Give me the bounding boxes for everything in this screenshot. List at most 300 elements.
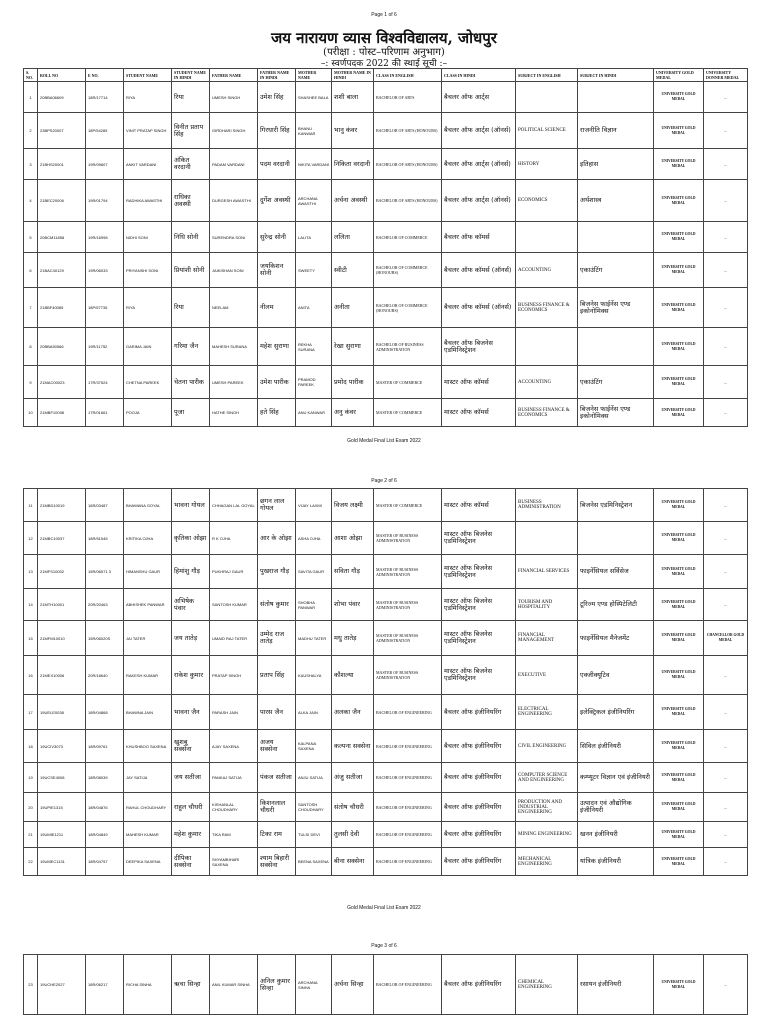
cell-e-no: 18P/54289 xyxy=(86,113,124,149)
cell-university-donner-medal: -- xyxy=(704,822,748,848)
cell-university-gold-medal: UNIVERSITY GOLD MEDAL xyxy=(654,695,704,730)
cell-subject-english: CHEMICAL ENGINEERING xyxy=(516,955,578,1015)
header-student-name: STUDENT NAME xyxy=(124,69,172,82)
cell-subject-english: PRODUCTION AND INDUSTRIAL ENGINEERING xyxy=(516,793,578,822)
cell-s-no: 9 xyxy=(24,366,38,399)
cell-university-donner-medal: -- xyxy=(704,589,748,621)
cell-class-hindi: बैचलर ऑफ बिजनेस एडमिनिस्ट्रेशन xyxy=(442,328,516,366)
cell-subject-hindi xyxy=(578,328,654,366)
cell-roll-no: 19UMEC1131 xyxy=(38,848,86,876)
cell-mother-name-hindi: रेखा सुराणा xyxy=(332,328,374,366)
cell-university-gold-medal: UNIVERSITY GOLD MEDAL xyxy=(654,288,704,328)
header-father-name-hindi: FATHER NAME IN HINDI xyxy=(258,69,296,82)
cell-university-gold-medal: UNIVERSITY GOLD MEDAL xyxy=(654,180,704,222)
cell-mother-name: BHANU KANWAR xyxy=(296,113,332,149)
cell-class-hindi: बैचलर ऑफ कॉमर्स (ऑनर्स) xyxy=(442,288,516,328)
cell-subject-hindi: फाइनेंसियल मैनेजमेंट xyxy=(578,621,654,656)
table-row xyxy=(24,955,748,1015)
cell-roll-no: 19UCIV3073 xyxy=(38,730,86,763)
cell-father-name-hindi: आर के ओझा xyxy=(258,522,296,555)
cell-class-english: BACHELOR OF ENGINEERING xyxy=(374,730,442,763)
cell-class-english: MASTER OF COMMERCE xyxy=(374,399,442,427)
cell-father-name: AJAY SAXENA xyxy=(210,730,258,763)
table-row xyxy=(24,730,748,763)
cell-subject-hindi xyxy=(578,82,654,113)
cell-student-name: KHUSHBOO SAXENA xyxy=(124,730,172,763)
cell-s-no: 7 xyxy=(24,288,38,328)
cell-s-no: 21 xyxy=(24,822,38,848)
cell-university-gold-medal: UNIVERSITY GOLD MEDAL xyxy=(654,656,704,695)
cell-subject-hindi: रसायन इंजीनियरी xyxy=(578,955,654,1015)
cell-student-name-hindi: भावना जैन xyxy=(172,695,210,730)
cell-father-name: R K OJHA xyxy=(210,522,258,555)
table-row xyxy=(24,656,748,695)
cell-student-name: HIMANSHU GAUR xyxy=(124,555,172,589)
cell-e-no: 17R/01661 xyxy=(86,399,124,427)
cell-father-name: HATHE SINGH xyxy=(210,399,258,427)
cell-class-english: BACHELOR OF BUSINESS ADMINISTRATION xyxy=(374,328,442,366)
cell-class-hindi: मास्टर ऑफ बिजनेस एडमिनिस्ट्रेशन xyxy=(442,522,516,555)
university-title: जय नारायण व्यास विश्वविद्यालय, जोधपुर xyxy=(271,29,497,47)
cell-roll-no: 19UCHE2027 xyxy=(38,955,86,1015)
cell-class-english: BACHELOR OF ENGINEERING xyxy=(374,763,442,793)
cell-subject-hindi: खनन इंजीनियरी xyxy=(578,822,654,848)
cell-father-name-hindi: जयकिशन सोनी xyxy=(258,253,296,288)
header-mother-name-hindi: MOTHER NAME IN HINDI xyxy=(332,69,374,82)
cell-roll-no: 21MBF10098 xyxy=(38,399,86,427)
cell-student-name: VINIT PRATAP SINGH xyxy=(124,113,172,149)
cell-father-name: GIRDHARI SINGH xyxy=(210,113,258,149)
cell-subject-hindi: एक्जीक्यूटिव xyxy=(578,656,654,695)
cell-student-name-hindi: राहुल चौधरी xyxy=(172,793,210,822)
cell-university-gold-medal: UNIVERSITY GOLD MEDAL xyxy=(654,328,704,366)
table-row xyxy=(24,822,748,848)
table-row xyxy=(24,522,748,555)
cell-father-name: ANIL KUMAR SINHA xyxy=(210,955,258,1015)
cell-e-no: 15R/06571 3 xyxy=(86,555,124,589)
cell-subject-hindi: इतिहास xyxy=(578,149,654,180)
cell-subject-english: ACCOUNTING xyxy=(516,366,578,399)
cell-student-name-hindi: दीपिका सक्सेना xyxy=(172,848,210,876)
cell-university-gold-medal: UNIVERSITY GOLD MEDAL xyxy=(654,621,704,656)
cell-university-gold-medal: UNIVERSITY GOLD MEDAL xyxy=(654,253,704,288)
cell-mother-name-hindi: अलका जैन xyxy=(332,695,374,730)
cell-mother-name-hindi: अर्चना सिन्हा xyxy=(332,955,374,1015)
cell-e-no: 19R/01794 xyxy=(86,180,124,222)
cell-student-name: GARIMA JAIN xyxy=(124,328,172,366)
cell-e-no: 20R/18640 xyxy=(86,656,124,695)
gold-medal-table-page-2 xyxy=(23,488,748,876)
cell-student-name: BHAWANA GOYAL xyxy=(124,489,172,522)
cell-father-name-hindi: पारस जैन xyxy=(258,695,296,730)
cell-student-name: PRIYANSHI SONI xyxy=(124,253,172,288)
cell-s-no: 2 xyxy=(24,113,38,149)
cell-subject-english: FINANCIAL SERVICES xyxy=(516,555,578,589)
header-s-no: S. NO. xyxy=(24,69,38,82)
cell-university-gold-medal: UNIVERSITY GOLD MEDAL xyxy=(654,399,704,427)
footer-label-2: Gold Medal Final List Exam 2022 xyxy=(347,905,421,911)
cell-father-name: PUKHRAJ GAUR xyxy=(210,555,258,589)
cell-subject-hindi: सिविल इंजीनियरी xyxy=(578,730,654,763)
table-row xyxy=(24,763,748,793)
table-row xyxy=(24,399,748,427)
cell-university-donner-medal: -- xyxy=(704,555,748,589)
cell-student-name: ABHISHEK PANWAR xyxy=(124,589,172,621)
cell-student-name: JAY SATIJA xyxy=(124,763,172,793)
cell-mother-name: VIJAY LAXMI xyxy=(296,489,332,522)
cell-father-name-hindi: महेश सुराणा xyxy=(258,328,296,366)
cell-roll-no: 21BBF40085 xyxy=(38,288,86,328)
cell-e-no: 18R/04849 xyxy=(86,822,124,848)
cell-mother-name: REKHA SURANA xyxy=(296,328,332,366)
cell-class-hindi: बैचलर ऑफ इंजीनियरिंग xyxy=(442,763,516,793)
cell-mother-name-hindi: अर्चना अवस्थी xyxy=(332,180,374,222)
cell-father-name: SANTOSH KUMAR xyxy=(210,589,258,621)
cell-subject-english: ACCOUNTING xyxy=(516,253,578,288)
cell-father-name: KISHANLAL CHOUDHARY xyxy=(210,793,258,822)
cell-roll-no: 19UCSE4008 xyxy=(38,763,86,793)
cell-s-no: 1 xyxy=(24,82,38,113)
cell-university-donner-medal: -- xyxy=(704,366,748,399)
cell-student-name-hindi: हिमांशु गौड़ xyxy=(172,555,210,589)
cell-student-name-hindi: चेतना पारीक xyxy=(172,366,210,399)
cell-university-gold-medal: UNIVERSITY GOLD MEDAL xyxy=(654,848,704,876)
cell-mother-name: SHOBHA PANWAR xyxy=(296,589,332,621)
cell-university-gold-medal: UNIVERSITY GOLD MEDAL xyxy=(654,730,704,763)
cell-roll-no: 21BEC20006 xyxy=(38,180,86,222)
cell-university-donner-medal: -- xyxy=(704,695,748,730)
gold-medal-table-page-1 xyxy=(23,68,748,427)
cell-father-name-hindi: दुर्गेश अवस्थी xyxy=(258,180,296,222)
cell-university-gold-medal: UNIVERSITY GOLD MEDAL xyxy=(654,113,704,149)
cell-student-name: BHAWNA JAIN xyxy=(124,695,172,730)
cell-class-hindi: बैचलर ऑफ इंजीनियरिंग xyxy=(442,848,516,876)
cell-father-name-hindi: नीलम xyxy=(258,288,296,328)
cell-subject-english: TOURISM AND HOSPITALITY xyxy=(516,589,578,621)
cell-roll-no: 21MTH10001 xyxy=(38,589,86,621)
cell-mother-name: SAVITA GAUR xyxy=(296,555,332,589)
cell-subject-english xyxy=(516,522,578,555)
footer-label-1: Gold Medal Final List Exam 2022 xyxy=(347,438,421,444)
cell-subject-hindi: फाइनेंसियल सर्विसेज xyxy=(578,555,654,589)
cell-mother-name-hindi: विजय लक्ष्मी xyxy=(332,489,374,522)
cell-mother-name-hindi: कौशल्या xyxy=(332,656,374,695)
cell-class-english: BACHELOR OF ENGINEERING xyxy=(374,695,442,730)
header-class-hindi: CLASS IN HINDI xyxy=(442,69,516,82)
cell-e-no: 18R/09761 xyxy=(86,730,124,763)
cell-roll-no: 21MBC10037 xyxy=(38,522,86,555)
table-row xyxy=(24,113,748,149)
cell-mother-name-hindi: शशी बाला xyxy=(332,82,374,113)
cell-student-name-hindi: रिया xyxy=(172,288,210,328)
cell-mother-name: ARCHANA SINHA xyxy=(296,955,332,1015)
cell-e-no: 19R/09607 xyxy=(86,149,124,180)
cell-student-name-hindi: अंकित वरदानी xyxy=(172,149,210,180)
cell-e-no: 19R/11752 xyxy=(86,328,124,366)
cell-class-english: BACHELOR OF ENGINEERING xyxy=(374,793,442,822)
table-row xyxy=(24,222,748,253)
cell-university-gold-medal: UNIVERSITY GOLD MEDAL xyxy=(654,366,704,399)
cell-mother-name-hindi: संतोष चौधरी xyxy=(332,793,374,822)
cell-university-gold-medal: UNIVERSITY GOLD MEDAL xyxy=(654,793,704,822)
header-class-english: CLASS IN ENGLISH xyxy=(374,69,442,82)
cell-student-name: RADHIKA AWASTHI xyxy=(124,180,172,222)
cell-subject-english xyxy=(516,82,578,113)
cell-class-hindi: बैचलर ऑफ आर्ट्स xyxy=(442,82,516,113)
header-father-name: FATHER NAME xyxy=(210,69,258,82)
cell-class-english: BACHELOR OF ENGINEERING xyxy=(374,822,442,848)
cell-class-hindi: बैचलर ऑफ आर्ट्स (ऑनर्स) xyxy=(442,180,516,222)
cell-father-name-hindi: सुरेन्द्र सोनी xyxy=(258,222,296,253)
cell-roll-no: 21BAC40129 xyxy=(38,253,86,288)
table-row xyxy=(24,589,748,621)
cell-university-donner-medal: -- xyxy=(704,180,748,222)
cell-s-no: 5 xyxy=(24,222,38,253)
cell-mother-name-hindi: प्रमोद पारीक xyxy=(332,366,374,399)
cell-mother-name: ASHA OJHA xyxy=(296,522,332,555)
cell-subject-english: BUSINESS FINANCE & ECONOMICS xyxy=(516,288,578,328)
cell-subject-hindi: कम्प्यूटर विज्ञान एवं इंजीनियरी xyxy=(578,763,654,793)
cell-class-hindi: मास्टर ऑफ बिजनेस एडमिनिस्ट्रेशन xyxy=(442,656,516,695)
cell-e-no: 16R/03487 xyxy=(86,489,124,522)
cell-university-donner-medal: -- xyxy=(704,149,748,180)
cell-e-no: 18P/57735 xyxy=(86,288,124,328)
cell-e-no: 15R/06020S xyxy=(86,621,124,656)
page-label-3: Page 3 of 6 xyxy=(371,943,397,949)
cell-student-name-hindi: विनीत प्रताप सिंह xyxy=(172,113,210,149)
cell-student-name-hindi: भावना गोयल xyxy=(172,489,210,522)
cell-father-name: NEELAM xyxy=(210,288,258,328)
cell-university-gold-medal: UNIVERSITY GOLD MEDAL xyxy=(654,222,704,253)
cell-university-donner-medal: -- xyxy=(704,113,748,149)
cell-s-no: 11 xyxy=(24,489,38,522)
cell-class-hindi: बैचलर ऑफ इंजीनियरिंग xyxy=(442,822,516,848)
cell-class-hindi: बैचलर ऑफ इंजीनियरिंग xyxy=(442,793,516,822)
cell-subject-hindi: बिजनेस एडमिनिस्ट्रेशन xyxy=(578,489,654,522)
cell-mother-name: ARCHANA AWASTHI xyxy=(296,180,332,222)
cell-father-name: PANKAJ SATIJA xyxy=(210,763,258,793)
cell-university-gold-medal: UNIVERSITY GOLD MEDAL xyxy=(654,149,704,180)
cell-class-english: BACHELOR OF COMMERCE (HONOURS) xyxy=(374,288,442,328)
cell-subject-english: FINANCIAL MANAGEMENT xyxy=(516,621,578,656)
cell-class-english: BACHELOR OF ARTS (HONOURS) xyxy=(374,180,442,222)
cell-class-english: BACHELOR OF ARTS (HONOURS) xyxy=(374,113,442,149)
cell-mother-name-hindi: मधु तातेड़ xyxy=(332,621,374,656)
cell-subject-english: MECHANICAL ENGINEERING xyxy=(516,848,578,876)
cell-roll-no: 21BHS20001 xyxy=(38,149,86,180)
cell-father-name: UMAID RAJ TATER xyxy=(210,621,258,656)
cell-s-no: 3 xyxy=(24,149,38,180)
cell-s-no: 14 xyxy=(24,589,38,621)
cell-father-name: DURGESH AWASTHI xyxy=(210,180,258,222)
cell-subject-english xyxy=(516,328,578,366)
cell-mother-name-hindi: अनु कंवर xyxy=(332,399,374,427)
cell-father-name-hindi: उमेश सिंह xyxy=(258,82,296,113)
header-university-donner-medal: UNIVERSITY DONNER MEDAL xyxy=(704,69,748,82)
gold-medal-table-page-3 xyxy=(23,954,748,1015)
cell-student-name: MAHESH KUMAR xyxy=(124,822,172,848)
cell-subject-hindi: एकाउंटिंग xyxy=(578,253,654,288)
cell-student-name: RAHUL CHOUDHARY xyxy=(124,793,172,822)
cell-father-name-hindi: उमेश पारीक xyxy=(258,366,296,399)
cell-roll-no: 21MAC00023 xyxy=(38,366,86,399)
table-row xyxy=(24,555,748,589)
cell-father-name-hindi: अजय सक्सेना xyxy=(258,730,296,763)
cell-s-no: 13 xyxy=(24,555,38,589)
cell-subject-hindi: राजनीति विज्ञान xyxy=(578,113,654,149)
cell-mother-name-hindi: बीना सक्सेना xyxy=(332,848,374,876)
cell-s-no: 17 xyxy=(24,695,38,730)
cell-mother-name: ALKA JAIN xyxy=(296,695,332,730)
cell-father-name: JAIKISHAN SONI xyxy=(210,253,258,288)
cell-university-gold-medal: UNIVERSITY GOLD MEDAL xyxy=(654,82,704,113)
cell-e-no: 18R/04868 xyxy=(86,695,124,730)
cell-father-name-hindi: प्रताप सिंह xyxy=(258,656,296,695)
cell-father-name-hindi: पदम वरदानी xyxy=(258,149,296,180)
cell-father-name-hindi: गिरधारी सिंह xyxy=(258,113,296,149)
cell-subject-hindi: यांत्रिक इंजीनियरी xyxy=(578,848,654,876)
cell-subject-hindi: बिजनेस फाईनेंस एण्ड इकोनोमिक्स xyxy=(578,399,654,427)
cell-student-name-hindi: जय सतीजा xyxy=(172,763,210,793)
cell-university-donner-medal: -- xyxy=(704,222,748,253)
exam-subtitle: (परीक्षा : पोस्ट–परिणाम अनुभाग) xyxy=(323,47,445,58)
cell-student-name-hindi: ऋचा सिन्हा xyxy=(172,955,210,1015)
cell-mother-name-hindi: कल्पना सक्सेना xyxy=(332,730,374,763)
cell-e-no: 20R/20463 xyxy=(86,589,124,621)
page-label-1: Page 1 of 6 xyxy=(371,12,397,18)
cell-student-name-hindi: प्रियांशी सोनी xyxy=(172,253,210,288)
cell-subject-english: BUSINESS ADMINISTRATION xyxy=(516,489,578,522)
table-row xyxy=(24,328,748,366)
cell-university-gold-medal: UNIVERSITY GOLD MEDAL xyxy=(654,522,704,555)
cell-mother-name: LALITA xyxy=(296,222,332,253)
cell-university-donner-medal: -- xyxy=(704,793,748,822)
cell-class-english: MASTER OF BUSINESS ADMINISTRATION xyxy=(374,555,442,589)
cell-mother-name-hindi: शोभा पंवार xyxy=(332,589,374,621)
cell-class-english: BACHELOR OF ENGINEERING xyxy=(374,848,442,876)
cell-student-name: NIDHI SONI xyxy=(124,222,172,253)
cell-class-english: MASTER OF COMMERCE xyxy=(374,489,442,522)
cell-mother-name-hindi: अनीता xyxy=(332,288,374,328)
cell-s-no: 15 xyxy=(24,621,38,656)
cell-mother-name-hindi: सविता गौड़ xyxy=(332,555,374,589)
cell-university-donner-medal: -- xyxy=(704,489,748,522)
cell-roll-no: 20BBA50566 xyxy=(38,328,86,366)
cell-subject-english xyxy=(516,222,578,253)
cell-subject-english: ELECTRICAL ENGINEERING xyxy=(516,695,578,730)
table-row xyxy=(24,695,748,730)
cell-father-name-hindi: श्याम बिहारी सक्सेना xyxy=(258,848,296,876)
cell-university-donner-medal: -- xyxy=(704,328,748,366)
table-row xyxy=(24,793,748,822)
cell-university-donner-medal: -- xyxy=(704,82,748,113)
cell-e-no: 19R/06033 xyxy=(86,253,124,288)
cell-subject-hindi: अर्थशास्त्र xyxy=(578,180,654,222)
cell-roll-no: 23BPS20007 xyxy=(38,113,86,149)
cell-student-name-hindi: अभिषेक पंवार xyxy=(172,589,210,621)
cell-mother-name-hindi: आशा ओझा xyxy=(332,522,374,555)
cell-university-donner-medal: CHANCELLOR GOLD MEDAL xyxy=(704,621,748,656)
cell-class-hindi: बैचलर ऑफ कॉमर्स (ऑनर्स) xyxy=(442,253,516,288)
cell-university-gold-medal: UNIVERSITY GOLD MEDAL xyxy=(654,489,704,522)
cell-subject-english: ECONOMICS xyxy=(516,180,578,222)
cell-roll-no: 19UELE0038 xyxy=(38,695,86,730)
cell-class-english: BACHELOR OF ARTS xyxy=(374,82,442,113)
table-row xyxy=(24,82,748,113)
cell-father-name: PARASH JAIN xyxy=(210,695,258,730)
table-row xyxy=(24,366,748,399)
cell-class-english: MASTER OF BUSINESS ADMINISTRATION xyxy=(374,589,442,621)
cell-roll-no: 21MEX10006 xyxy=(38,656,86,695)
cell-class-hindi: बैचलर ऑफ इंजीनियरिंग xyxy=(442,955,516,1015)
cell-mother-name-hindi: अंजु सतीजा xyxy=(332,763,374,793)
cell-e-no: 18R/17714 xyxy=(86,82,124,113)
cell-class-hindi: बैचलर ऑफ इंजीनियरिंग xyxy=(442,695,516,730)
list-title: –: स्वर्णपदक 2022 की स्थाई सूची :– xyxy=(320,59,448,69)
cell-class-hindi: मास्टर ऑफ बिजनेस एडमिनिस्ट्रेशन xyxy=(442,555,516,589)
cell-student-name: RAKESH KUMAR xyxy=(124,656,172,695)
cell-s-no: 12 xyxy=(24,522,38,555)
cell-father-name-hindi: छगन लाल गोयल xyxy=(258,489,296,522)
cell-mother-name: ANU KANWAR xyxy=(296,399,332,427)
cell-mother-name: SHASHEE BALA xyxy=(296,82,332,113)
cell-student-name-hindi: गरिमा जैन xyxy=(172,328,210,366)
cell-class-english: BACHELOR OF ENGINEERING xyxy=(374,955,442,1015)
cell-class-english: BACHELOR OF COMMERCE (HONOURS) xyxy=(374,253,442,288)
cell-student-name: RICHA SINHA xyxy=(124,955,172,1015)
table-row xyxy=(24,848,748,876)
cell-class-hindi: मास्टर ऑफ कॉमर्स xyxy=(442,489,516,522)
cell-university-gold-medal: UNIVERSITY GOLD MEDAL xyxy=(654,555,704,589)
cell-class-hindi: बैचलर ऑफ आर्ट्स (ऑनर्स) xyxy=(442,149,516,180)
cell-university-donner-medal: -- xyxy=(704,399,748,427)
table-row xyxy=(24,253,748,288)
cell-class-hindi: मास्टर ऑफ कॉमर्स xyxy=(442,399,516,427)
cell-mother-name-hindi: तुलसी देवी xyxy=(332,822,374,848)
cell-father-name-hindi: किशनलाल चौधरी xyxy=(258,793,296,822)
cell-mother-name: KAUSHALYA xyxy=(296,656,332,695)
cell-father-name-hindi: हते सिंह xyxy=(258,399,296,427)
cell-student-name-hindi: पूजा xyxy=(172,399,210,427)
cell-student-name-hindi: राधिका अवस्थी xyxy=(172,180,210,222)
cell-e-no: 17R/37524 xyxy=(86,366,124,399)
cell-class-hindi: बैचलर ऑफ कॉमर्स xyxy=(442,222,516,253)
cell-university-gold-medal: UNIVERSITY GOLD MEDAL xyxy=(654,589,704,621)
cell-roll-no: 19UPIE1315 xyxy=(38,793,86,822)
page-label-2: Page 2 of 6 xyxy=(371,478,397,484)
cell-father-name-hindi: संतोष कुमार xyxy=(258,589,296,621)
table-row xyxy=(24,149,748,180)
header-university-gold-medal: UNIVERSITY GOLD MEDAL xyxy=(654,69,704,82)
cell-student-name: CHETNA PAREEK xyxy=(124,366,172,399)
cell-e-no: 18R/04757 xyxy=(86,848,124,876)
cell-e-no: 18R/08039 xyxy=(86,763,124,793)
cell-father-name: PRATAP SINGH xyxy=(210,656,258,695)
cell-subject-english: BUSINESS FINANCE & ECONOMICS xyxy=(516,399,578,427)
cell-s-no: 19 xyxy=(24,763,38,793)
cell-subject-hindi: एकाउंटिंग xyxy=(578,366,654,399)
cell-university-donner-medal: -- xyxy=(704,955,748,1015)
header-roll-no: ROLL NO xyxy=(38,69,86,82)
cell-student-name-hindi: खुशबू सक्सेना xyxy=(172,730,210,763)
header-student-name-hindi: STUDENT NAME IN HINDI xyxy=(172,69,210,82)
cell-s-no: 18 xyxy=(24,730,38,763)
cell-student-name-hindi: राकेश कुमार xyxy=(172,656,210,695)
cell-mother-name: PRAMOD PAREEK xyxy=(296,366,332,399)
cell-father-name-hindi: टिका राम xyxy=(258,822,296,848)
cell-father-name: SHYAMBIHARI SAXENA xyxy=(210,848,258,876)
header-subject-english: SUBJECT IN ENGLISH xyxy=(516,69,578,82)
